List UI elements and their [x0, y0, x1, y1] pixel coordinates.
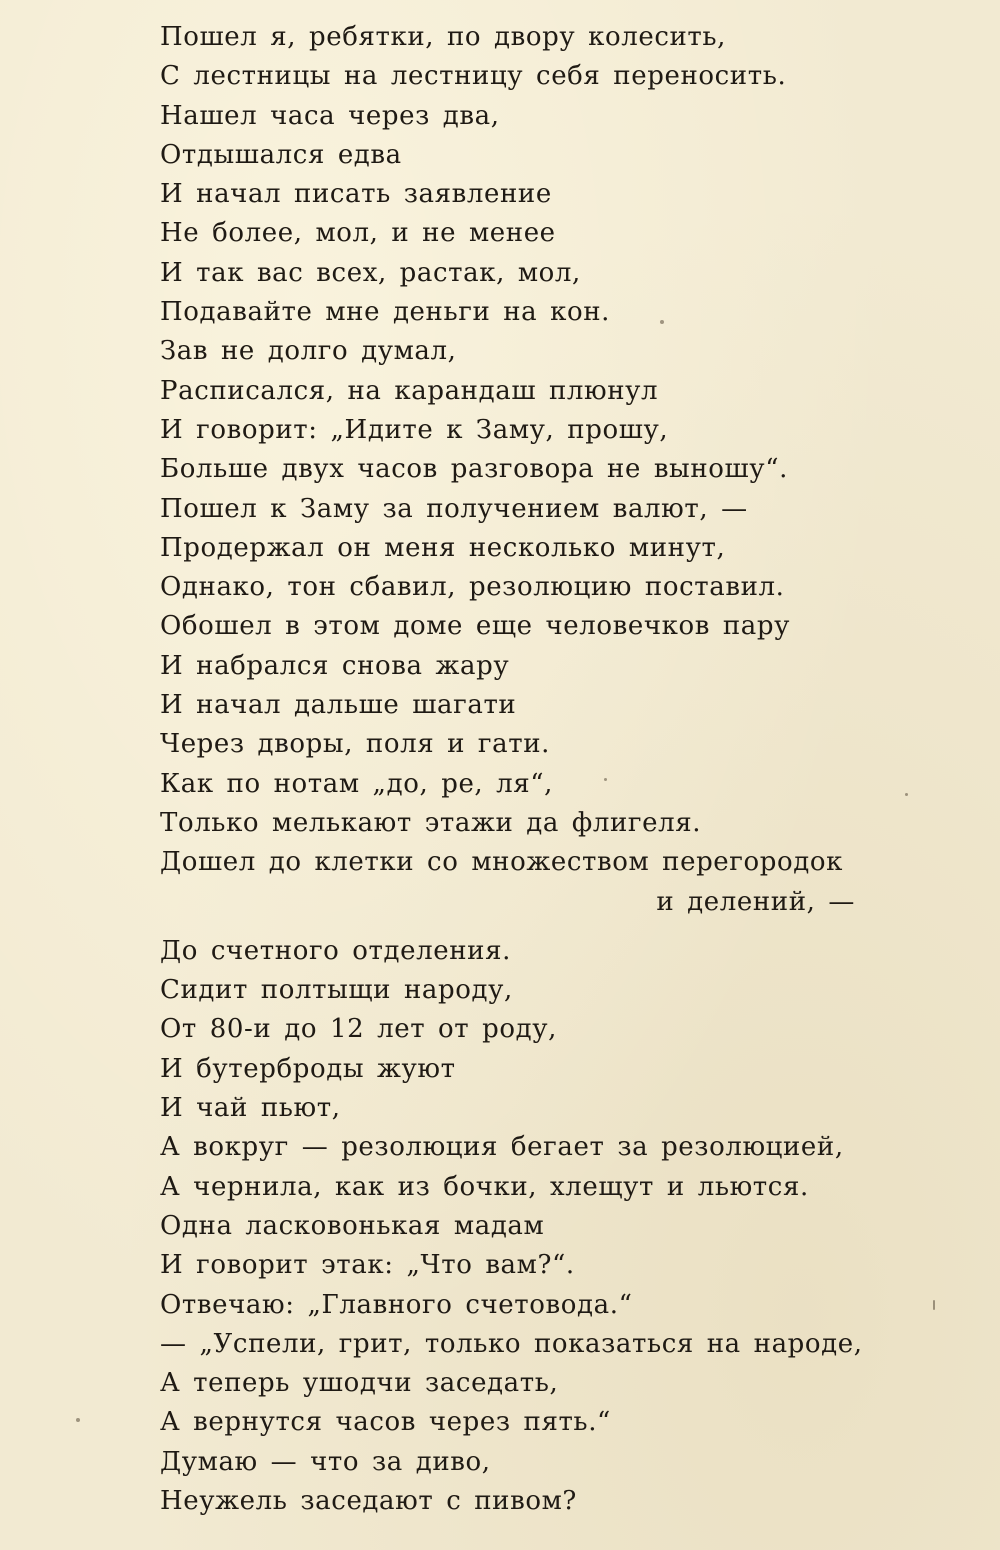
poem-line: И так вас всех, растак, мол, — [160, 257, 581, 288]
poem-line: А теперь ушодчи заседать, — [160, 1368, 559, 1399]
poem-line: Пошел к Заму за получением валют, — — [160, 493, 748, 524]
poem-line: И начал писать заявление — [160, 179, 552, 210]
poem-line: Как по нотам „до, ре, ля“, — [160, 768, 554, 799]
paper-speck — [660, 320, 664, 324]
poem-line: А чернила, как из бочки, хлещут и льются. — [160, 1171, 809, 1202]
poem-line: Через дворы, поля и гати. — [160, 729, 550, 760]
poem-line: А вернутся часов через пять.“ — [160, 1407, 611, 1438]
poem-line: Отвечаю: „Главного счетовода.“ — [160, 1289, 633, 1320]
poem-line: Дошел до клетки со множеством перегородок — [160, 847, 843, 878]
poem-line: Однако, тон сбавил, резолюцию поставил. — [160, 572, 785, 603]
poem-line: Больше двух часов разговора не выношу“. — [160, 454, 788, 485]
poem-line: До счетного отделения. — [160, 935, 511, 966]
poem-line: И начал дальше шагати — [160, 690, 517, 721]
poem-line: Думаю — что за диво, — [160, 1446, 491, 1477]
poem-line: Только мелькают этажи да флигеля. — [160, 807, 702, 838]
paper-speck — [604, 778, 607, 781]
poem-line: Расписался, на карандаш плюнул — [160, 375, 659, 406]
poem-line: Зав не долго думал, — [160, 336, 457, 367]
poem-line: Подавайте мне деньги на кон. — [160, 297, 611, 328]
poem-text — [160, 18, 900, 1521]
paper-speck — [905, 793, 908, 796]
paper-speck — [76, 1418, 80, 1422]
poem-line: Обошел в этом доме еще человечков пару — [160, 611, 791, 642]
poem-line-continuation: и делений, — — [656, 886, 855, 917]
poem-line: Пошел я, ребятки, по двору колесить, — [160, 22, 727, 52]
poem-line: С лестницы на лестницу себя переносить. — [160, 61, 787, 92]
poem-line: Сидит полтыщи народу, — [160, 975, 513, 1006]
poem-line: Одна ласковонькая мадам — [160, 1210, 545, 1241]
poem-line: Неужель заседают с пивом? — [160, 1485, 577, 1516]
poem-line: Нашел часа через два, — [160, 100, 500, 131]
poem-line: И бутерброды жуют — [160, 1053, 456, 1084]
poem-line: И говорит этак: „Что вам?“. — [160, 1250, 575, 1281]
poem-line: Продержал он меня несколько минут, — [160, 532, 726, 563]
poem-line: А вокруг — резолюция бегает за резолюцией, — [160, 1132, 844, 1163]
poem-line: И говорит: „Идите к Заму, прошу, — [160, 414, 669, 445]
poem-line: И чай пьют, — [160, 1093, 341, 1124]
paper-speck — [933, 1300, 935, 1310]
poem-line: От 80-и до 12 лет от роду, — [160, 1014, 558, 1045]
poem-line: Не более, мол, и не менее — [160, 218, 556, 249]
poem-line: Отдышался едва — [160, 139, 402, 170]
poem-line: И набрался снова жару — [160, 650, 510, 681]
poem-line: — „Успели, грит, только показаться на народе, — [160, 1328, 863, 1359]
